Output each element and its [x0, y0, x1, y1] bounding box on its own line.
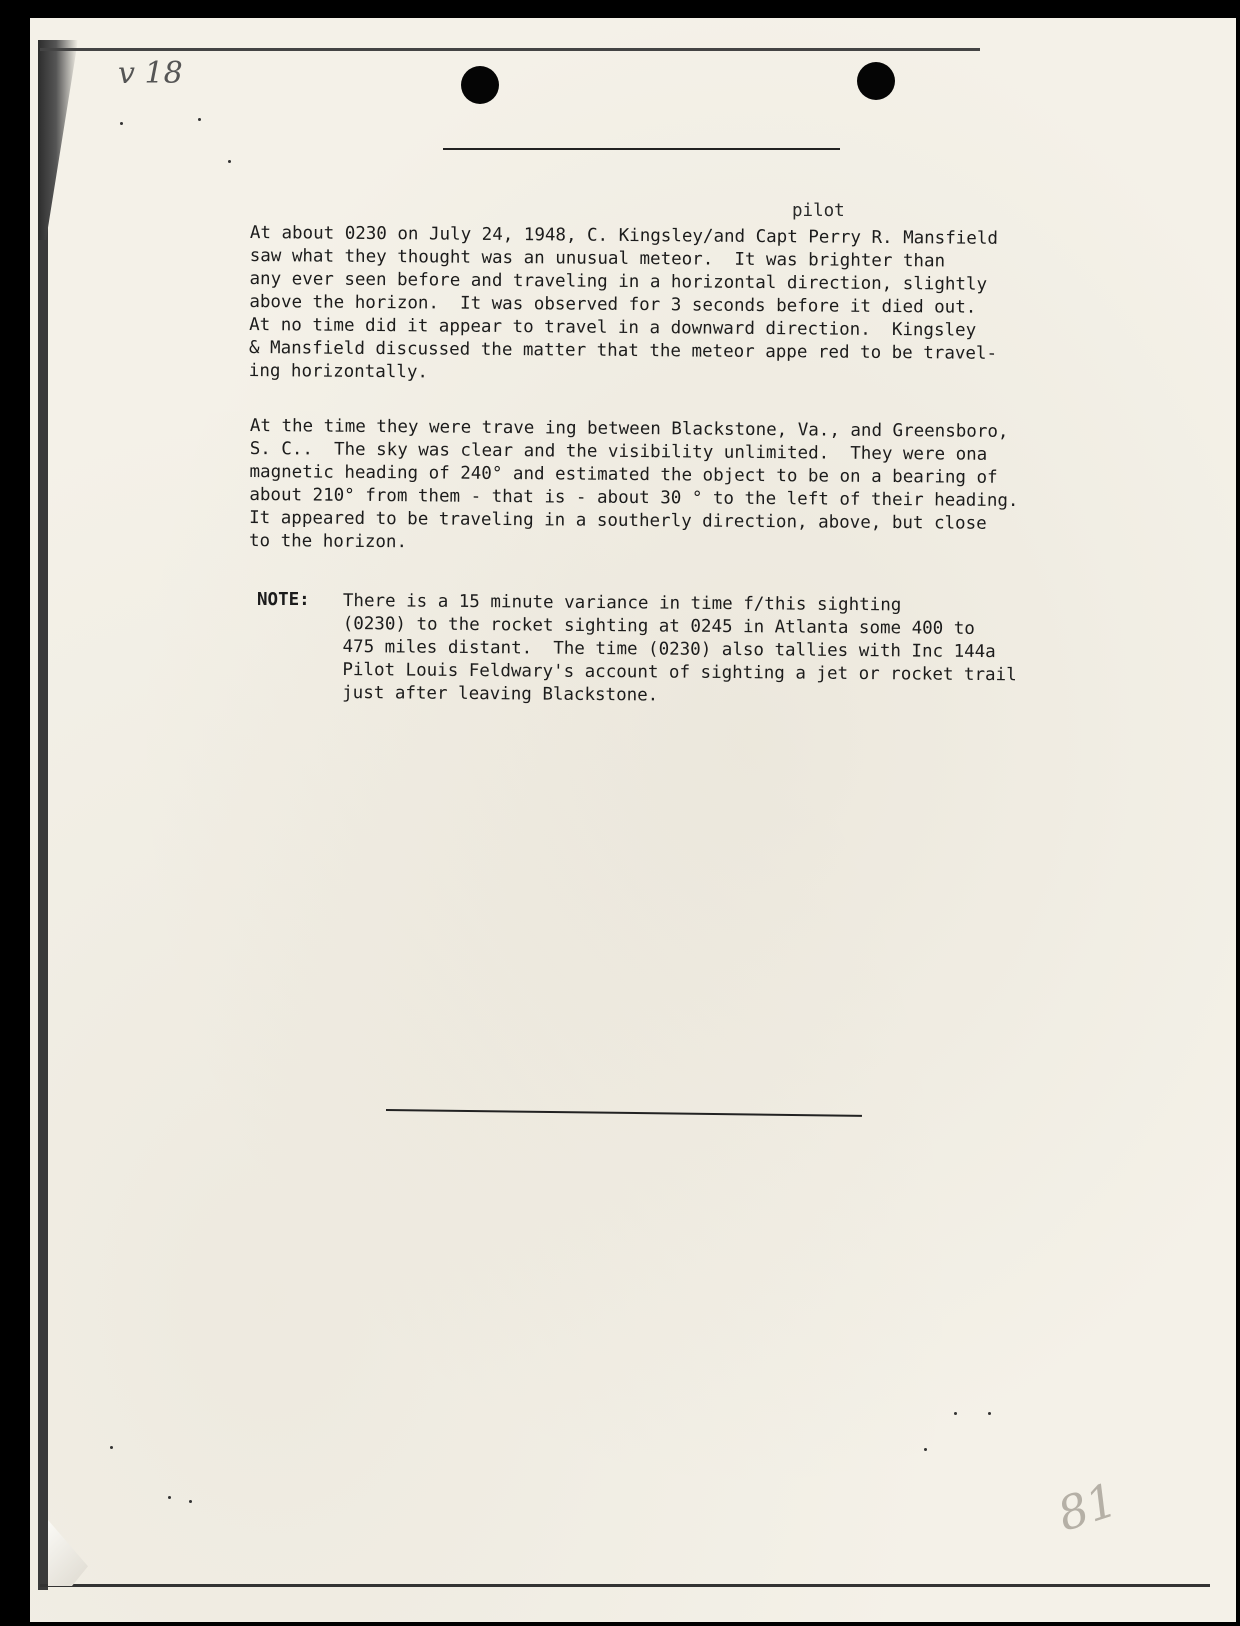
- text-line: ing horizontally.: [248, 360, 429, 383]
- ink-speck: [988, 1412, 991, 1415]
- punch-hole-left: [461, 66, 499, 104]
- text-line: & Mansfield discussed the matter that the meteor appe red to be travel-: [248, 337, 998, 364]
- ink-speck: [168, 1496, 171, 1499]
- ink-speck: [198, 118, 201, 121]
- paragraph-sighting: [249, 222, 1150, 390]
- handwritten-insertion: pilot: [792, 201, 845, 221]
- ink-speck: [954, 1412, 957, 1415]
- text-line: S. C.. The sky was clear and the visibility unlimited. They were ona: [249, 438, 988, 465]
- left-shadow-bar: [38, 40, 48, 1590]
- text-line: It appeared to be traveling in a southerly direction, above, but close: [249, 507, 987, 534]
- text-line: to the horizon.: [248, 530, 408, 553]
- bottom-edge-line: [40, 1584, 1210, 1587]
- text-line: 475 miles distant. The time (0230) also tallies with Inc 144a: [342, 636, 996, 663]
- text-line: just after leaving Blackstone.: [342, 682, 659, 706]
- text-line: There is a 15 minute variance in time f/this sighting: [342, 590, 902, 616]
- text-line: Pilot Louis Feldwary's account of sighting a jet or rocket trail: [342, 659, 1017, 686]
- paragraph-location: [249, 415, 1150, 560]
- text-line: At about 0230 on July 24, 1948, C. Kingsley/and Capt Perry R. Mansfield: [249, 222, 999, 249]
- redaction-line-top: [443, 148, 840, 150]
- handwritten-margin-note: v 18: [118, 56, 183, 91]
- note-label: NOTE:: [257, 590, 310, 610]
- punch-hole-right: [857, 62, 895, 100]
- text-line: about 210° from them - that is - about 30 ° to the left of their heading.: [249, 484, 1019, 512]
- top-edge-line: [40, 48, 980, 51]
- text-line: magnetic heading of 240° and estimated the object to be on a bearing of: [249, 461, 998, 488]
- faded-stamp-mark: 81: [1051, 1472, 1124, 1542]
- text-line: above the horizon. It was observed for 3 seconds before it died out.: [249, 291, 977, 318]
- text-line: At the time they were trave ing between Blackstone, Va., and Greensboro,: [249, 415, 1009, 442]
- text-line: At no time did it appear to travel in a downward direction. Kingsley: [249, 314, 977, 341]
- text-line: (0230) to the rocket sighting at 0245 in Atlanta some 400 to: [342, 613, 975, 639]
- ink-speck: [228, 160, 231, 163]
- text-line: saw what they thought was an unusual meteor. It was brighter than: [249, 245, 946, 272]
- ink-speck: [120, 122, 123, 125]
- ink-speck: [110, 1446, 113, 1449]
- note-body: [342, 590, 1143, 711]
- text-line: any ever seen before and traveling in a horizontal direction, slightly: [249, 268, 988, 295]
- ink-speck: [924, 1448, 927, 1451]
- ink-speck: [189, 1500, 192, 1503]
